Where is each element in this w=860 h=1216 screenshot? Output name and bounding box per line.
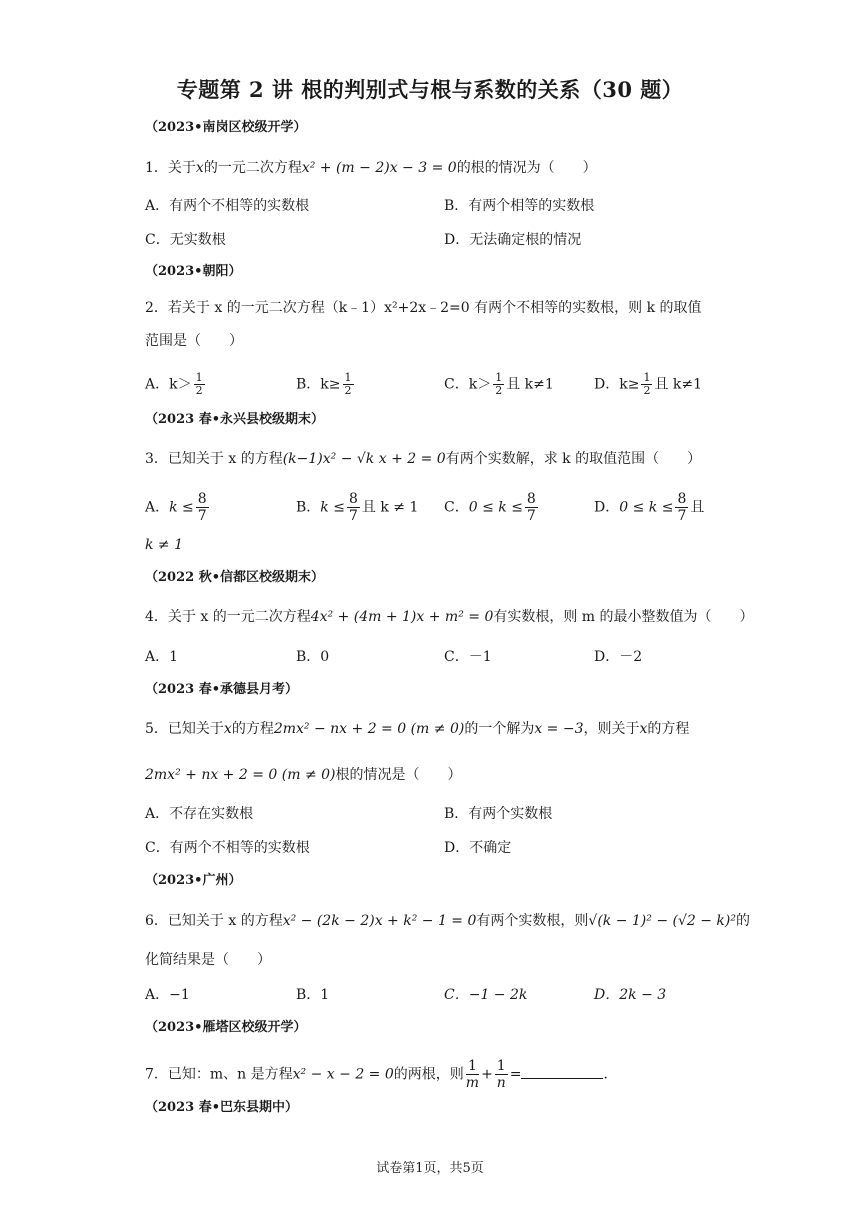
- q3-stem: 3．已知关于 x 的方程(k−1)x² − √k x + 2 = 0有两个实数解，求 k 的取值范围（ ）: [145, 451, 702, 467]
- q6-option-c[interactable]: C．−1 − 2k: [444, 987, 528, 1003]
- q2-option-b[interactable]: B．k≥ $\frac{1}{2}$: [296, 371, 352, 397]
- q6-stem-line2: 化简结果是（ ）: [145, 952, 271, 968]
- q1-stem: [145, 158, 597, 178]
- q2-option-c[interactable]: C．k＞ $\frac{1}{2}$ 且 k≠1: [444, 371, 554, 397]
- q7-answer-blank[interactable]: [521, 1064, 603, 1079]
- q8-source: （2023 春•巴东县期中）: [145, 1100, 299, 1115]
- q2-stem-line2: 范围是（ ）: [145, 333, 243, 349]
- q6-source: （2023•广州）: [145, 873, 242, 888]
- q1-equation: x² + (m − 2)x − 3 = 0: [301, 160, 457, 176]
- q4-source: （2022 秋•信都区校级期末）: [145, 570, 325, 585]
- q4-stem: 4．关于 x 的一元二次方程4x² + (4m + 1)x + m² = 0有实数根，则 m 的最小整数值为（ ）: [145, 609, 754, 625]
- page-footer: 试卷第1页，共5页: [376, 1161, 484, 1176]
- q4-option-a[interactable]: A．1: [145, 649, 179, 665]
- q3-option-d[interactable]: D．0 ≤ k ≤ $\frac{8}{7}$ 且: [594, 491, 705, 524]
- q3-option-c[interactable]: C．0 ≤ k ≤ $\frac{8}{7}$: [444, 491, 536, 524]
- q1-option-c[interactable]: C．无实数根: [145, 232, 226, 248]
- q5-equation2: 2mx² + nx + 2 = 0 (m ≠ 0): [145, 767, 336, 783]
- q2-stem-line1: 2．若关于 x 的一元二次方程（k﹣1）x²+2x﹣2=0 有两个不相等的实数根，则 k 的取值: [145, 300, 702, 316]
- q6-expression: √(k − 1)² − (√2 − k)²: [588, 913, 736, 929]
- q7-equation: x² − x − 2 = 0: [292, 1066, 394, 1083]
- q3-equation: (k−1)x² − √k x + 2 = 0: [282, 451, 446, 467]
- q6-stem-line1: 6．已知关于 x 的方程x² − (2k − 2)x + k² − 1 = 0有两个实数根，则√(k − 1)² − (√2 − k)²的: [145, 913, 750, 929]
- q5-equation: 2mx² − nx + 2 = 0 (m ≠ 0): [273, 721, 465, 737]
- q1-option-a[interactable]: A．有两个不相等的实数根: [145, 198, 310, 214]
- q3-source: （2023 春•永兴县校级期末）: [145, 412, 325, 427]
- q5-source: （2023 春•承德县月考）: [145, 682, 299, 697]
- q4-option-b[interactable]: B．0: [296, 649, 330, 665]
- q5-option-d[interactable]: D．不确定: [444, 840, 512, 856]
- q6-option-d[interactable]: D．2k − 3: [594, 987, 667, 1003]
- q5-option-a[interactable]: A．不存在实数根: [145, 806, 254, 822]
- q5-option-c[interactable]: C．有两个不相等的实数根: [145, 840, 310, 856]
- q5-option-b[interactable]: B．有两个实数根: [444, 806, 553, 822]
- q4-option-d[interactable]: D．－2: [594, 649, 643, 665]
- q1-option-d[interactable]: D．无法确定根的情况: [444, 232, 582, 248]
- q1-source: （2023•南岗区校级开学）: [145, 120, 307, 135]
- q2-source: （2023•朝阳）: [145, 264, 242, 279]
- q4-option-c[interactable]: C．－1: [444, 649, 492, 665]
- q1-stem-mid: 的一元二次方程: [203, 160, 302, 176]
- q4-equation: 4x² + (4m + 1)x + m² = 0: [310, 609, 494, 625]
- q3-option-d-wrap: k ≠ 1: [145, 537, 184, 553]
- q3-option-a[interactable]: A．k ≤ $\frac{8}{7}$: [145, 491, 207, 524]
- q1-stem-post: 的根的情况为（ ）: [456, 160, 597, 176]
- q3-option-b[interactable]: B．k ≤ $\frac{8}{7}$ 且 k ≠ 1: [296, 491, 419, 524]
- q2-option-d[interactable]: D．k≥ $\frac{1}{2}$ 且 k≠1: [594, 371, 703, 397]
- q1-var: x: [195, 160, 204, 176]
- page-title: 专题第 2 讲 根的判别式与根与系数的关系（30 题）: [176, 77, 684, 102]
- q6-equation: x² − (2k − 2)x + k² − 1 = 0: [282, 913, 477, 929]
- q7-source: （2023•雁塔区校级开学）: [145, 1020, 307, 1035]
- q5-stem-line1: 5．已知关于x的方程2mx² − nx + 2 = 0 (m ≠ 0)的一个解为x = −3，则关于x的方程: [145, 721, 690, 737]
- q1-option-b[interactable]: B．有两个相等的实数根: [444, 198, 595, 214]
- q5-stem-line2: 2mx² + nx + 2 = 0 (m ≠ 0)根的情况是（ ）: [145, 767, 462, 783]
- q6-option-b[interactable]: B．1: [296, 987, 330, 1003]
- q6-option-a[interactable]: A．−1: [145, 987, 190, 1003]
- q2-option-a[interactable]: A．k＞ $\frac{1}{2}$: [145, 371, 203, 397]
- q1-stem-pre: 1．关于: [145, 160, 196, 176]
- q7-stem: 7．已知：m、n 是方程x² − x − 2 = 0的两根，则 $\frac{1}{m}$ + $\frac{1}{n}$ = ．: [145, 1058, 618, 1091]
